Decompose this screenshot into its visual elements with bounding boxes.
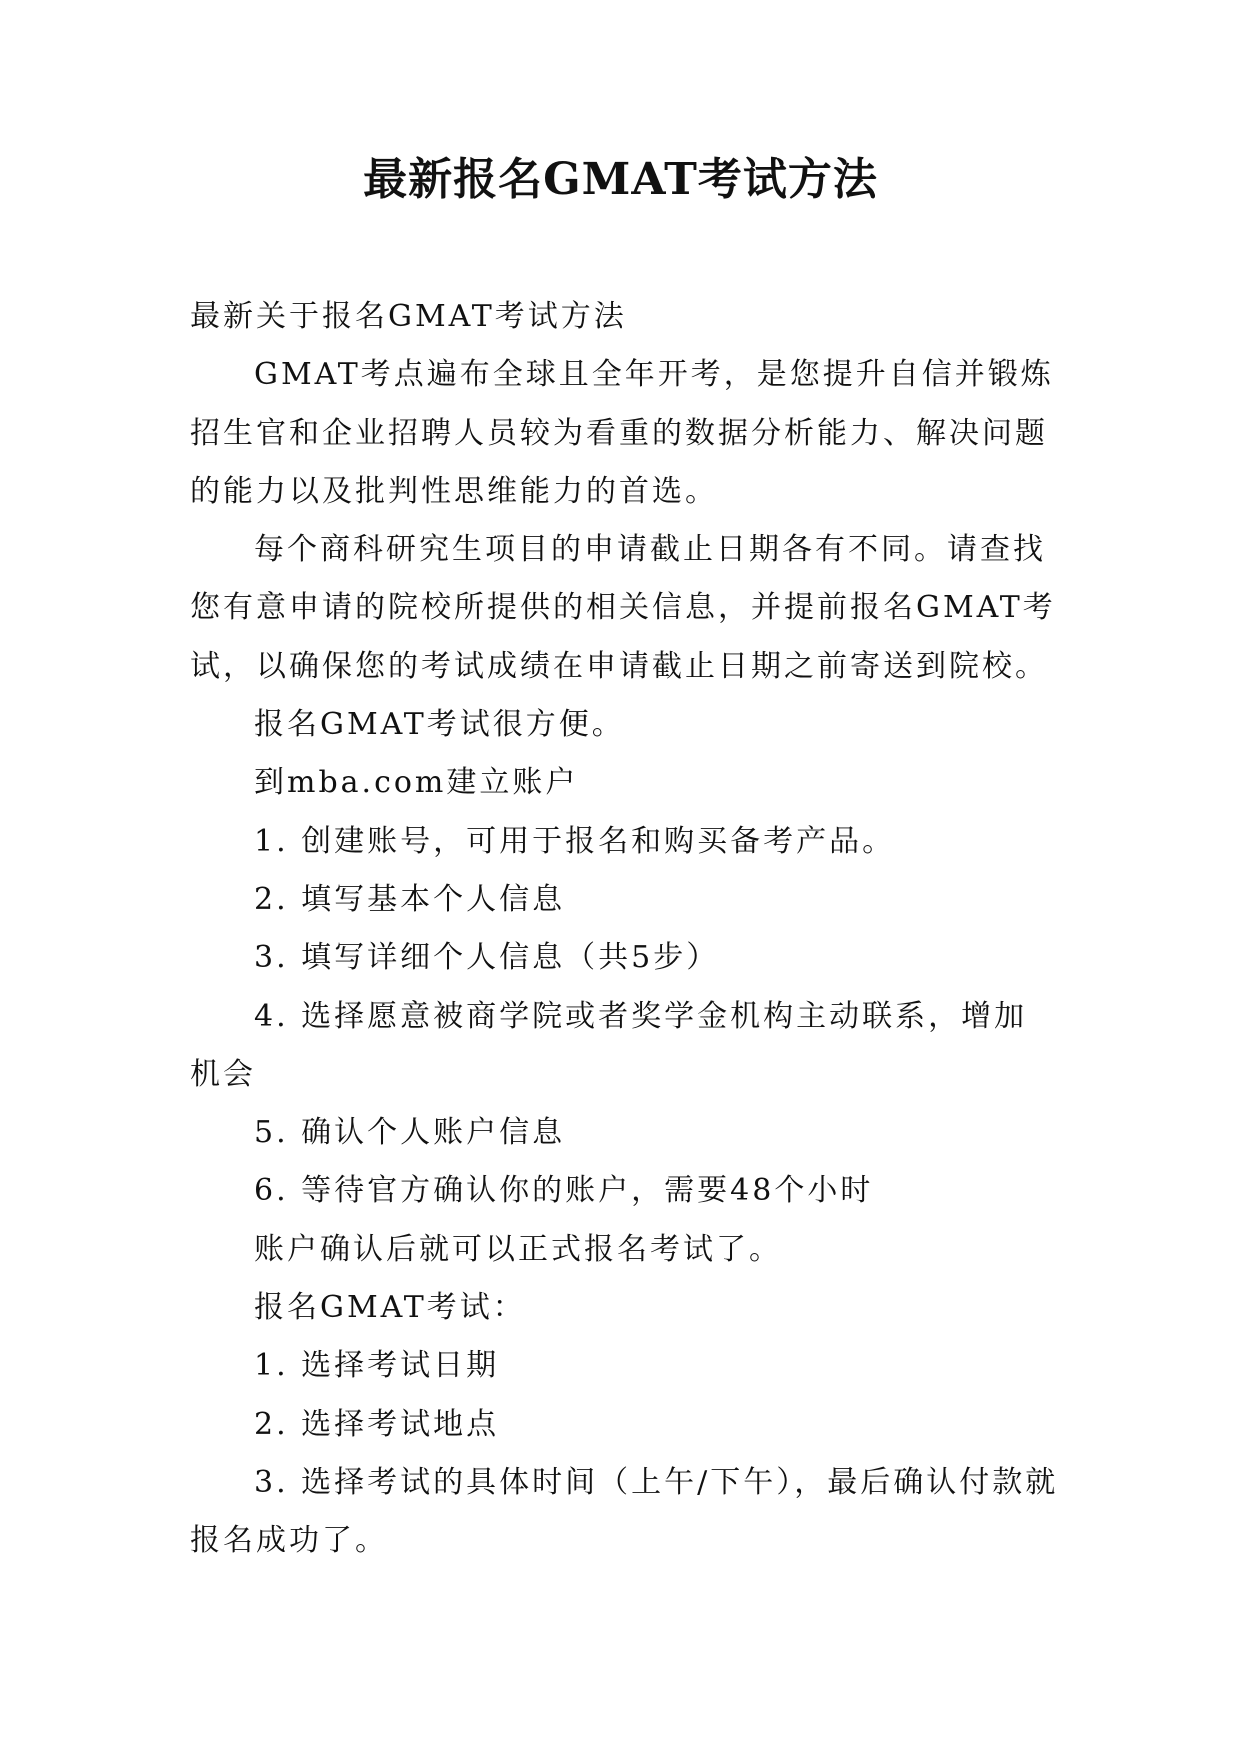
list-item: 3. 填写详细个人信息（共5步） [254,940,720,976]
list-item: 3. 选择考试的具体时间（上午/下午），最后确认付款就报名成功了。 [190,1464,1059,1559]
paragraph-deadlines: 每个商科研究生项目的申请截止日期各有不同。请查找您有意申请的院校所提供的相关信息，并提前报名GMAT考试，以确保您的考试成绩在申请截止日期之前寄送到院校。 [190,532,1056,684]
list-item: 2. 填写基本个人信息 [254,881,566,917]
paragraph-create-account: 到mba.com建立账户 [254,765,579,801]
paragraph-register-heading: 报名GMAT考试： [254,1290,526,1326]
list-item: 1. 选择考试日期 [254,1348,500,1384]
list-item: 4. 选择愿意被商学院或者奖学金机构主动联系，增加机会 [190,998,1028,1092]
paragraph-convenient: 报名GMAT考试很方便。 [254,707,625,743]
list-item: 6. 等待官方确认你的账户，需要48个小时 [254,1173,874,1209]
document-title: 最新报名GMAT考试方法 [363,154,878,205]
paragraph-account-confirmed: 账户确认后就可以正式报名考试了。 [254,1231,782,1267]
document-body [190,288,1060,1571]
list-item: 5. 确认个人账户信息 [254,1115,566,1151]
list-item: 1. 创建账号，可用于报名和购买备考产品。 [254,823,896,859]
list-item: 2. 选择考试地点 [254,1406,500,1442]
paragraph-gmat-overview: GMAT考点遍布全球且全年开考，是您提升自信并锻炼招生官和企业招聘人员较为看重的数据分析能力、解决问题的能力以及批判性思维能力的首选。 [190,357,1054,509]
intro-heading: 最新关于报名GMAT考试方法 [190,299,627,334]
